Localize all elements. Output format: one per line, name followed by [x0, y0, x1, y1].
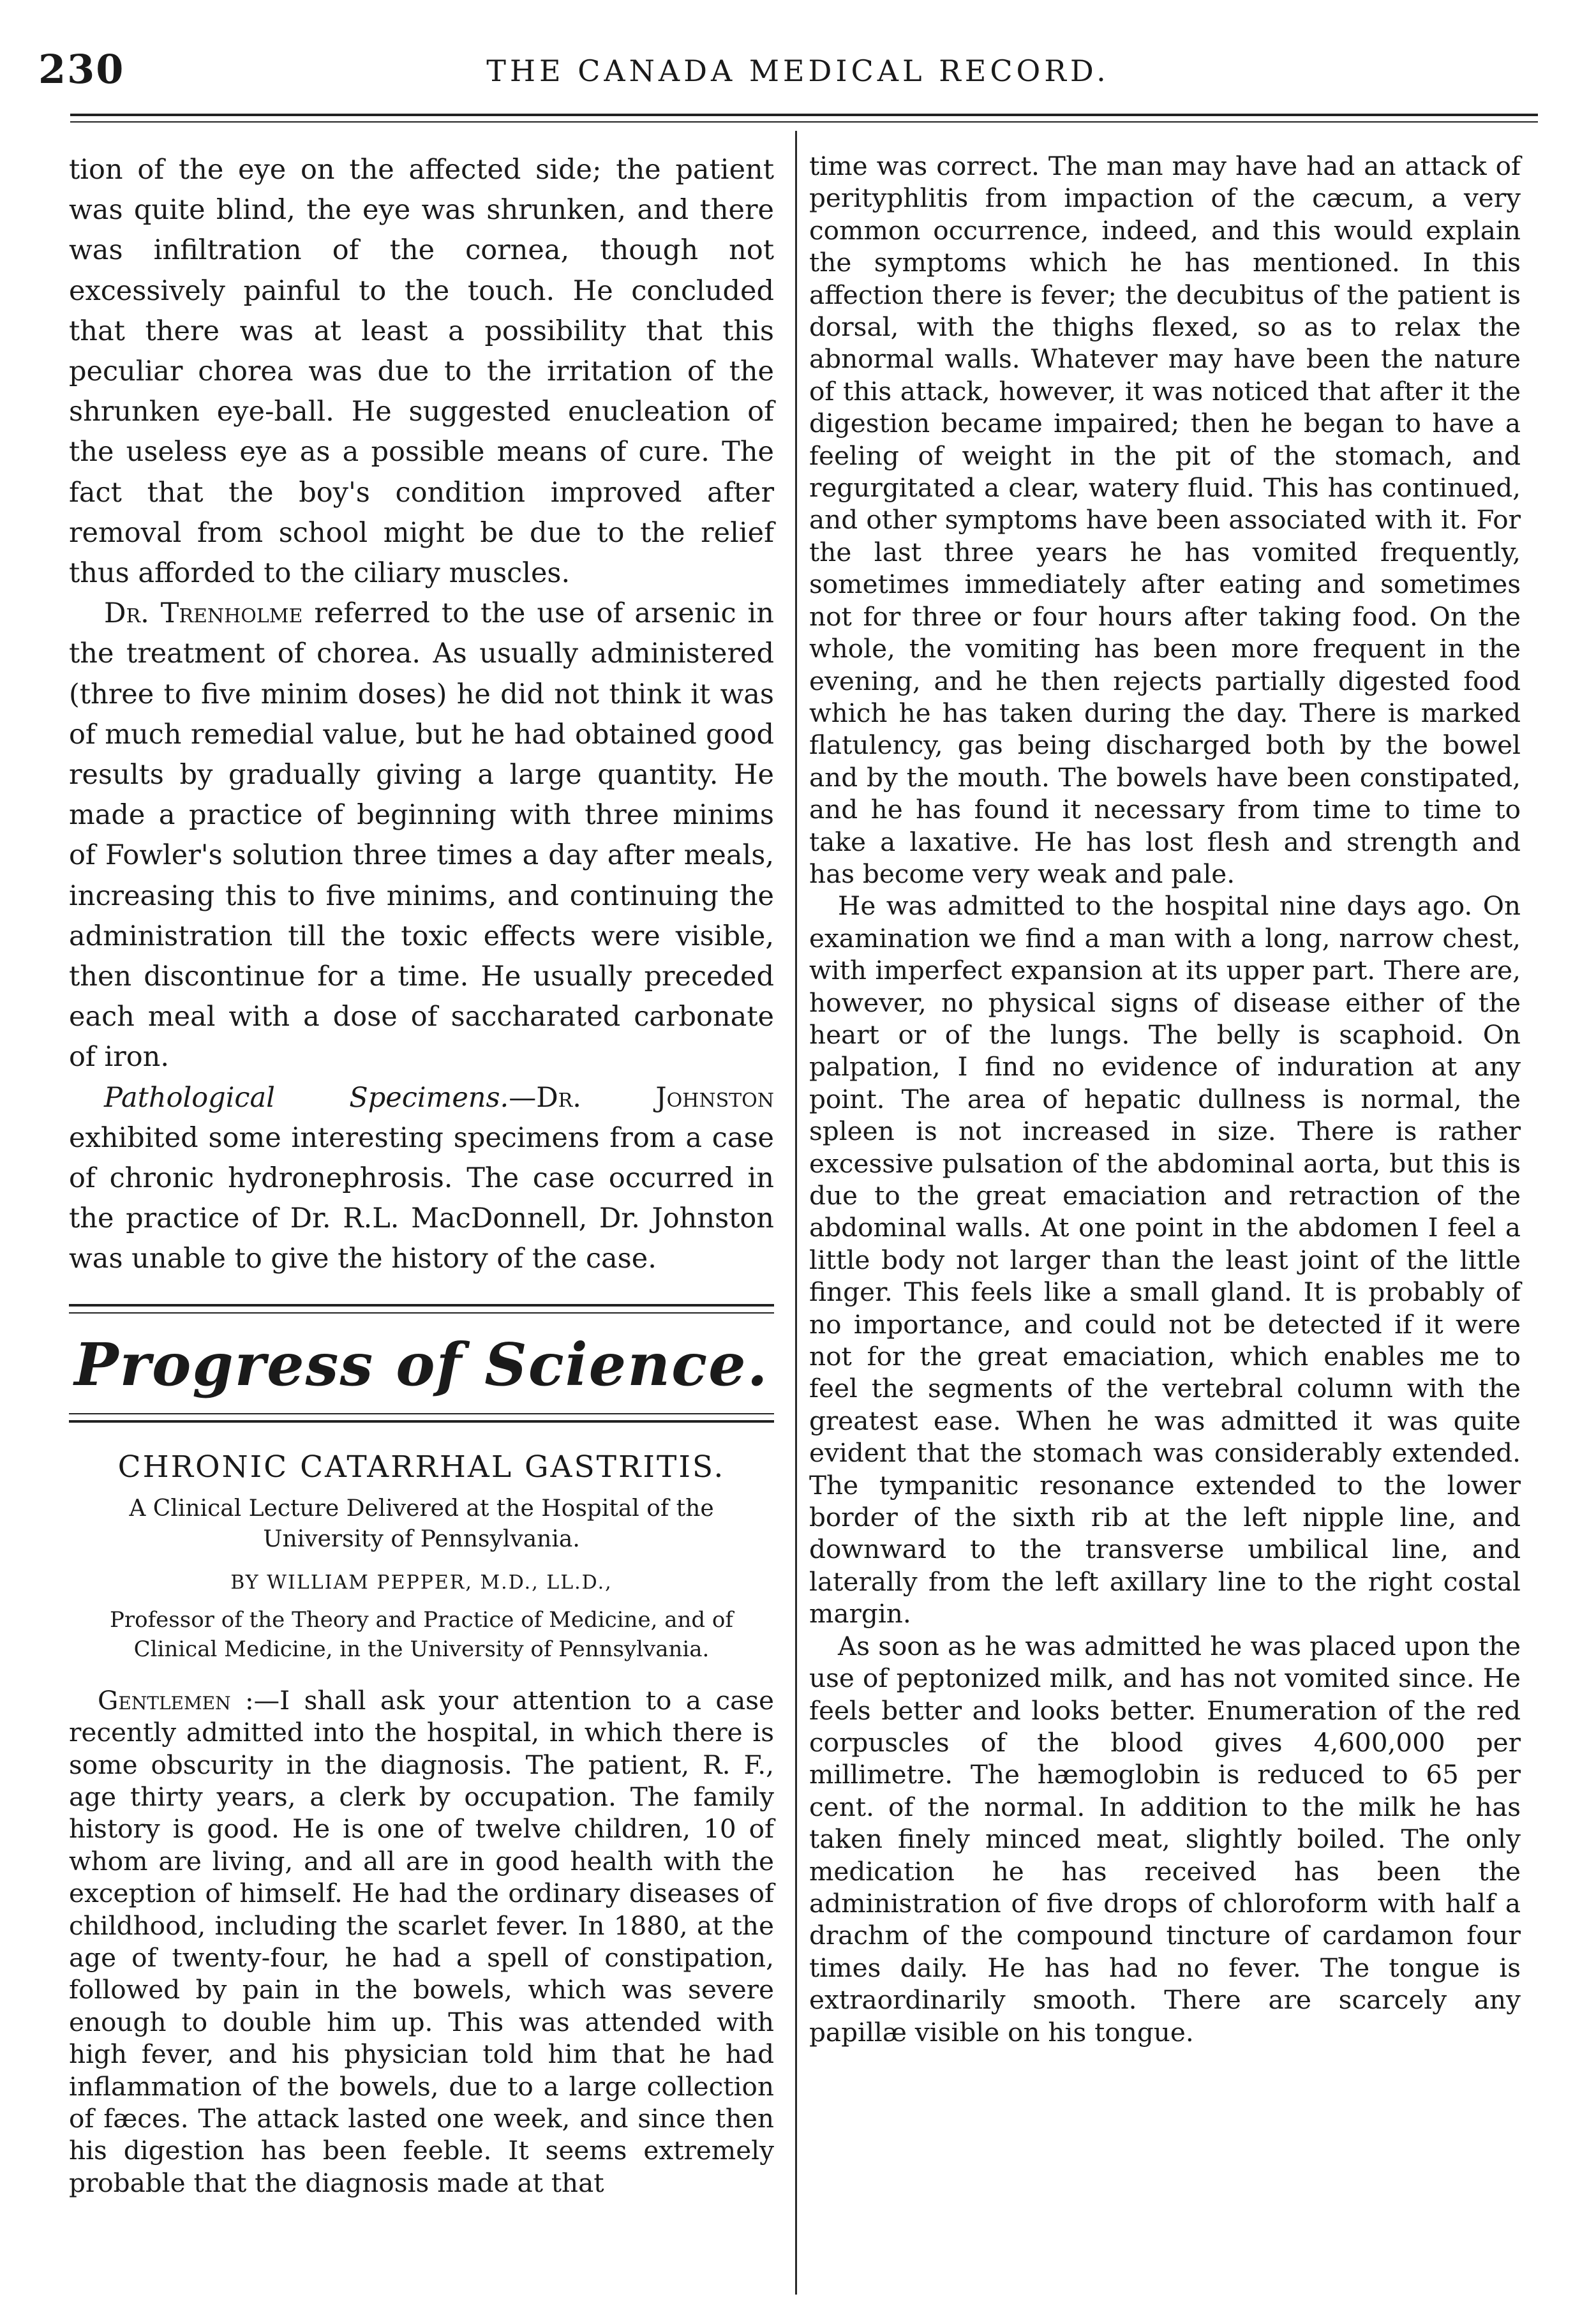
specimens-paragraph [69, 1078, 774, 1280]
left-column [69, 150, 774, 2199]
paragraph-text: exhibited some interesting specimens from a case of chronic hydronephrosis. The case occurred in the practice of Dr. R.L. MacDonnell, Dr. Johnston was unable to give the history of the case. [69, 1121, 774, 1275]
section-rule-top [69, 1304, 774, 1314]
author-affiliation: Professor of the Theory and Practice of Medicine, and of Clinical Medicine, in the University of Pennsylvania. [110, 1607, 733, 1662]
salutation: Gentlemen [98, 1684, 231, 1716]
paragraph: time was correct. The man may have had an attack of perityphlitis from impaction of the cæcum, a very common occurrence, indeed, and this would explain the symptoms which he has mentioned. In this affection there is fever; the decubitus of the patient is dorsal, with the thighs flexed, so as to relax the abnormal walls. Whatever may have been the nature of this attack, however, it was noticed that after it the digestion became impaired; then he began to have a feeling of weight in the pit of the stomach, and regurgitated a clear, watery fluid. This has continued, and other symptoms have been associated with it. For the last three years he has vomited frequently, sometimes immediately after eating and sometimes not for three or four hours after taking food. On the whole, the vomiting has been more frequent in the evening, and he then rejects partially digested food which he has taken during the day. There is marked flatulency, gas being discharged both by the bowel and by the mouth. The bowels have been constipated, and he has found it necessary from time to time to take a laxative. He has lost flesh and strength and has become very weak and pale. [809, 151, 1521, 889]
speaker-name: Dr. Trenholme [104, 597, 303, 630]
paragraph: He was admitted to the hospital nine days ago. On examination we find a man with a long, narrow chest, with imperfect expansion at its upper part. There are, however, no physical signs of disease either of the heart or of the lungs. The belly is scaphoid. On palpation, I find no evidence of induration at any point. The area of hepatic dullness is normal, the spleen is not increased in size. There is rather excessive pulsation of the abdominal aorta, but this is due to the great emaciation and retraction of the abdominal walls. At one point in the abdomen I feel a little body not larger than the least joint of the little finger. This feels like a small gland. It is probably of no importance, and could not be detected if it were not for the great emaciation, which enables me to feel the segments of the vertebral column with the greatest ease. When he was admitted it was quite evident that the stomach was considerably extended. The tympanitic resonance extended to the lower border of the sixth rib at the left nipple line, and downward to the transverse umbilical line, and laterally from the left axillary line to the right costal margin. [809, 890, 1521, 1629]
running-title: THE CANADA MEDICAL RECORD. [486, 54, 1110, 88]
lecture-opening [69, 1684, 774, 2199]
article-subtitle: A Clinical Lecture Delivered at the Hospital of the University of Pennsylvania. [129, 1495, 714, 1552]
column-divider [795, 131, 797, 2295]
trenholme-paragraph [69, 594, 774, 1077]
section-heading: Progress of Science. [74, 1330, 769, 1399]
society-report [69, 150, 774, 1280]
paragraph-text: :—I shall ask your attention to a case recently admitted into the hospital, in which there is some obscurity in the diagnosis. The patient, R. F., age thirty years, a clerk by occupation. The family history is good. He is one of twelve children, 10 of whom are living, and all are in good health with the exception of himself. He had the ordinary diseases of childhood, including the scarlet fever. In 1880, at the age of twenty-four, he had a spell of constipation, followed by pain in the bowels, which was severe enough to double him up. This was attended with high fever, and his physician told him that he had inflammation of the bowels, due to a large collection of fæces. The attack lasted one week, and since then his digestion has been feeble. It seems extremely probable that the diagnosis made at that [69, 1684, 774, 2198]
paragraph-text: referred to the use of arsenic in the treatment of chorea. As usually administered (three to five minim doses) he did not think it was of much remedial value, but he had obtained good results by gradually giving a large quantity. He made a practice of beginning with three minims of Fowler's solution three times a day after meals, increasing this to five minims, and continuing the administration till the toxic effects were visible, then discontinue for a time. He usually preceded each meal with a dose of saccharated carbonate of iron. [69, 597, 774, 1074]
specimens-label: Pathological Specimens. [104, 1081, 509, 1114]
right-column [809, 150, 1521, 2048]
article-author: BY WILLIAM PEPPER, M.D., LL.D., [230, 1571, 613, 1594]
page-number: 230 [38, 46, 125, 93]
speaker-name: Dr. Johnston [536, 1081, 774, 1114]
header-rule-thin [70, 121, 1538, 123]
paragraph [69, 1684, 774, 2199]
paragraph: As soon as he was admitted he was placed upon the use of peptonized milk, and has not vomited since. He feels better and looks better. Enumeration of the red corpuscles of the blood gives 4,600,000 per millimetre. The hæmoglobin is reduced to 65 per cent. of the normal. In addition to the milk he has taken finely minced meat, slightly boiled. The only medication he has received has been the administration of five drops of chloroform with half a drachm of the compound tincture of cardamon four times daily. He has had no fever. The tongue is extraordinarily smooth. There are scarcely any papillæ visible on his tongue. [809, 1630, 1521, 2048]
article-title: CHRONIC CATARRHAL GASTRITIS. [117, 1449, 726, 1485]
paragraph: tion of the eye on the affected side; the patient was quite blind, the eye was shrunken, and there was infiltration of the cornea, though not excessively painful to the touch. He concluded that there was at least a possibility that this peculiar chorea was due to the irritation of the shrunken eye-ball. He suggested enucleation of the useless eye as a possible means of cure. The fact that the boy's condition improved after removal from school might be due to the relief thus afforded to the ciliary muscles. [69, 154, 774, 590]
header-rule [70, 114, 1538, 116]
em-dash: — [509, 1081, 537, 1114]
section-rule-bottom [69, 1413, 774, 1423]
